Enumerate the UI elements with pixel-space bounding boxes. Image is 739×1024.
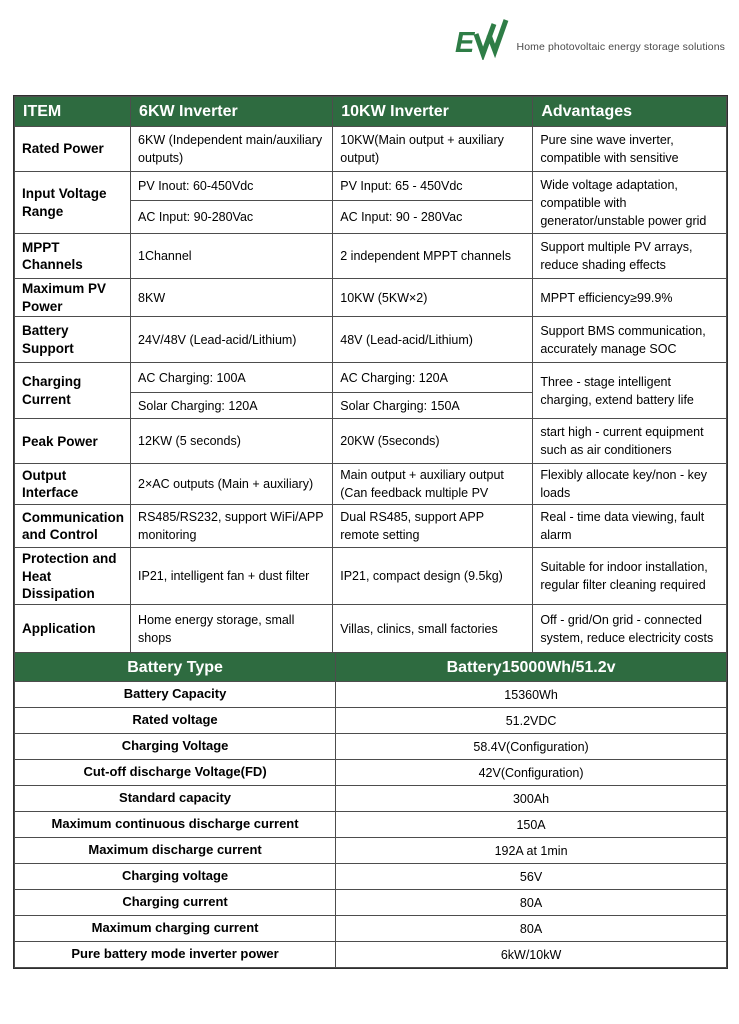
- spec-cell-6kw: AC Charging: 100A: [131, 363, 333, 393]
- table-row-mppt-channels: [15, 234, 727, 279]
- table-row-rated-power: [15, 127, 727, 172]
- spec-cell-10kw: Villas, clinics, small factories: [333, 605, 533, 653]
- item-label: Battery Support: [15, 317, 131, 363]
- col-header-10kw: 10KW Inverter: [333, 97, 533, 127]
- battery-spec-table: [14, 652, 727, 968]
- table-row-protection: [15, 548, 727, 605]
- spec-cell-6kw: 8KW: [131, 279, 333, 317]
- spec-cell-6kw: 1Channel: [131, 234, 333, 279]
- advantage-cell: Suitable for indoor installation, regular filter cleaning required: [533, 548, 727, 605]
- battery-model-header: Battery15000Wh/51.2v: [336, 653, 727, 682]
- spec-cell-10kw: Main output + auxiliary output (Can feedback multiple PV: [333, 464, 533, 505]
- spec-cell-6kw: RS485/RS232, support WiFi/APP monitoring: [131, 505, 333, 548]
- item-label: Protection and Heat Dissipation: [15, 548, 131, 605]
- battery-spec-value: 192A at 1min: [336, 838, 727, 864]
- spec-cell-10kw: 10KW(Main output + auxiliary output): [333, 127, 533, 172]
- item-label: Maximum PV Power: [15, 279, 131, 317]
- spec-sheet: [13, 95, 728, 969]
- item-label: Charging Current: [15, 363, 131, 419]
- battery-spec-label: Cut-off discharge Voltage(FD): [15, 760, 336, 786]
- battery-spec-label: Pure battery mode inverter power: [15, 942, 336, 968]
- spec-cell-10kw: 48V (Lead-acid/Lithium): [333, 317, 533, 363]
- battery-spec-label: Charging Voltage: [15, 734, 336, 760]
- battery-row-pure-battery-inverter-power: [15, 942, 727, 968]
- table-row-output-interface: [15, 464, 727, 505]
- spec-cell-10kw: 10KW (5KW×2): [333, 279, 533, 317]
- battery-spec-label: Standard capacity: [15, 786, 336, 812]
- battery-spec-value: 56V: [336, 864, 727, 890]
- battery-spec-value: 6kW/10kW: [336, 942, 727, 968]
- spec-cell-10kw: 2 independent MPPT channels: [333, 234, 533, 279]
- item-label: Peak Power: [15, 419, 131, 464]
- advantage-cell: Pure sine wave inverter, compatible with sensitive: [533, 127, 727, 172]
- battery-spec-label: Maximum continuous discharge current: [15, 812, 336, 838]
- battery-spec-label: Rated voltage: [15, 708, 336, 734]
- battery-row-capacity: [15, 682, 727, 708]
- spec-cell-6kw: 2×AC outputs (Main + auxiliary): [131, 464, 333, 505]
- battery-spec-label: Charging voltage: [15, 864, 336, 890]
- item-label: Input Voltage Range: [15, 172, 131, 234]
- inverter-table-header-row: [15, 97, 727, 127]
- table-row-input-voltage-pv: [15, 172, 727, 201]
- col-header-item: ITEM: [15, 97, 131, 127]
- battery-row-rated-voltage: [15, 708, 727, 734]
- battery-type-header: Battery Type: [15, 653, 336, 682]
- table-row-battery-support: [15, 317, 727, 363]
- advantage-cell: Off - grid/On grid - connected system, reduce electricity costs: [533, 605, 727, 653]
- advantage-cell: start high - current equipment such as air conditioners: [533, 419, 727, 464]
- logo-tagline: Home photovoltaic energy storage solutions: [516, 41, 725, 53]
- item-label: Application: [15, 605, 131, 653]
- battery-spec-label: Maximum discharge current: [15, 838, 336, 864]
- battery-row-charging-current: [15, 890, 727, 916]
- item-label: Communication and Control: [15, 505, 131, 548]
- battery-row-cutoff-voltage: [15, 760, 727, 786]
- advantage-cell: Support BMS communication, accurately manage SOC: [533, 317, 727, 363]
- battery-spec-label: Battery Capacity: [15, 682, 336, 708]
- table-row-communication: [15, 505, 727, 548]
- advantage-cell: Support multiple PV arrays, reduce shading effects: [533, 234, 727, 279]
- spec-cell-6kw: Home energy storage, small shops: [131, 605, 333, 653]
- spec-cell-10kw: Dual RS485, support APP remote setting: [333, 505, 533, 548]
- spec-cell-6kw: 12KW (5 seconds): [131, 419, 333, 464]
- battery-spec-value: 15360Wh: [336, 682, 727, 708]
- battery-spec-label: Maximum charging current: [15, 916, 336, 942]
- battery-spec-value: 51.2VDC: [336, 708, 727, 734]
- battery-row-max-charging-current: [15, 916, 727, 942]
- spec-cell-10kw: AC Input: 90 - 280Vac: [333, 201, 533, 234]
- battery-row-charging-voltage-cfg: [15, 734, 727, 760]
- item-label: MPPT Channels: [15, 234, 131, 279]
- logo-header: [454, 18, 725, 60]
- table-row-application: [15, 605, 727, 653]
- table-row-charging-current-ac: [15, 363, 727, 393]
- spec-cell-10kw: AC Charging: 120A: [333, 363, 533, 393]
- spec-cell-6kw: Solar Charging: 120A: [131, 393, 333, 419]
- spec-cell-10kw: IP21, compact design (9.5kg): [333, 548, 533, 605]
- logo-letter-e: E: [454, 27, 474, 59]
- spec-cell-10kw: Solar Charging: 150A: [333, 393, 533, 419]
- item-label: Output Interface: [15, 464, 131, 505]
- advantage-cell: MPPT efficiency≥99.9%: [533, 279, 727, 317]
- spec-cell-10kw: 20KW (5seconds): [333, 419, 533, 464]
- battery-spec-value: 58.4V(Configuration): [336, 734, 727, 760]
- spec-cell-6kw: PV Inout: 60-450Vdc: [131, 172, 333, 201]
- battery-row-standard-capacity: [15, 786, 727, 812]
- battery-spec-value: 80A: [336, 916, 727, 942]
- inverter-spec-table: [14, 96, 727, 653]
- spec-cell-6kw: AC Input: 90-280Vac: [131, 201, 333, 234]
- battery-table-header-row: [15, 653, 727, 682]
- battery-row-charging-voltage: [15, 864, 727, 890]
- advantage-cell: Three - stage intelligent charging, extend battery life: [533, 363, 727, 419]
- ew-logo-icon: [454, 18, 512, 60]
- spec-cell-10kw: PV Input: 65 - 450Vdc: [333, 172, 533, 201]
- battery-spec-value: 300Ah: [336, 786, 727, 812]
- advantage-cell: Wide voltage adaptation, compatible with generator/unstable power grid: [533, 172, 727, 234]
- battery-row-max-continuous-discharge: [15, 812, 727, 838]
- col-header-advantages: Advantages: [533, 97, 727, 127]
- spec-cell-6kw: 6KW (Independent main/auxiliary outputs): [131, 127, 333, 172]
- spec-cell-6kw: 24V/48V (Lead-acid/Lithium): [131, 317, 333, 363]
- advantage-cell: Real - time data viewing, fault alarm: [533, 505, 727, 548]
- battery-spec-label: Charging current: [15, 890, 336, 916]
- table-row-max-pv-power: [15, 279, 727, 317]
- battery-spec-value: 42V(Configuration): [336, 760, 727, 786]
- battery-spec-value: 80A: [336, 890, 727, 916]
- battery-spec-value: 150A: [336, 812, 727, 838]
- battery-row-max-discharge: [15, 838, 727, 864]
- item-label: Rated Power: [15, 127, 131, 172]
- col-header-6kw: 6KW Inverter: [131, 97, 333, 127]
- table-row-peak-power: [15, 419, 727, 464]
- spec-cell-6kw: IP21, intelligent fan + dust filter: [131, 548, 333, 605]
- advantage-cell: Flexibly allocate key/non - key loads: [533, 464, 727, 505]
